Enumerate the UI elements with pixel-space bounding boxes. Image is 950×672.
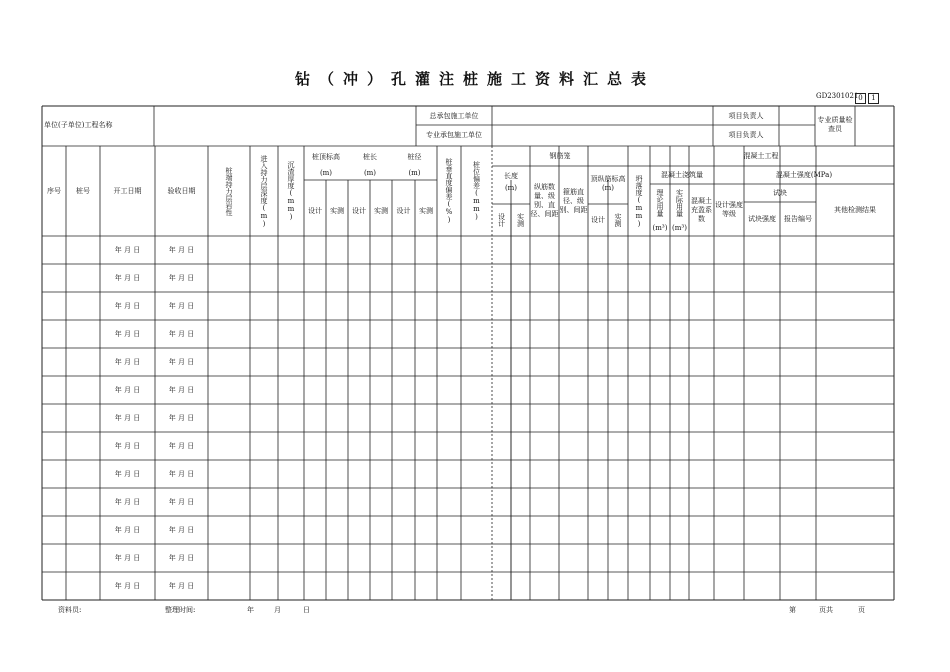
col-cage-design: 设计 <box>497 213 506 227</box>
col-cage-measured: 实测 <box>516 213 525 227</box>
col-report-no: 报告编号 <box>784 214 812 223</box>
acceptance-date-cell[interactable]: 年 月 日 <box>168 302 195 310</box>
acceptance-date-cell[interactable]: 年 月 日 <box>168 554 195 562</box>
acceptance-date-cell[interactable]: 年 月 日 <box>168 498 195 506</box>
col-theory-qty-unit: (m³) <box>652 224 668 232</box>
col-acceptance-date: 验收日期 <box>167 187 196 195</box>
acceptance-date-cell[interactable]: 年 月 日 <box>168 442 195 450</box>
start-date-cell[interactable]: 年 月 日 <box>114 582 141 590</box>
acceptance-date-cell[interactable]: 年 月 日 <box>168 526 195 534</box>
col-position-dev: 桩位偏差(mm) <box>472 161 481 221</box>
col-top-elev-measured: 实测 <box>330 207 344 215</box>
col-topbar-design: 设计 <box>591 216 605 224</box>
col-cage-length-unit: (m) <box>504 184 518 192</box>
col-length-measured: 实测 <box>374 207 388 215</box>
col-other-results: 其他检测结果 <box>834 206 876 214</box>
start-date-cell[interactable]: 年 月 日 <box>114 498 141 506</box>
col-specimen-strength: 试块强度 <box>748 214 776 223</box>
col-pile-length-unit: (m) <box>363 169 377 177</box>
col-pile-dia-unit: (m) <box>408 169 421 177</box>
form-code-box-2: 1 <box>868 93 879 104</box>
col-actual-qty-unit: (m³) <box>672 224 687 232</box>
start-date-cell[interactable]: 年 月 日 <box>114 554 141 562</box>
footer-month: 月 <box>274 606 281 614</box>
col-pile-dia: 桩径 <box>407 153 422 161</box>
col-design-grade: 设计强度等级 <box>715 201 743 218</box>
col-pile-no: 桩号 <box>76 187 90 195</box>
col-vertical-dev: 桩垂直度偏差(%) <box>445 158 453 224</box>
quality-inspector-label: 专业质量检查员 <box>817 116 853 133</box>
col-strength: 混凝土强度(MPa) <box>775 171 833 179</box>
col-theory-qty: 理论用量 <box>656 189 664 217</box>
col-concrete: 混凝土工程 <box>743 152 779 160</box>
start-date-cell[interactable]: 年 月 日 <box>114 302 141 310</box>
footer-day: 日 <box>303 606 310 614</box>
col-actual-qty: 实际用量 <box>675 189 684 217</box>
col-specimen: 试块 <box>773 189 787 197</box>
col-seq: 序号 <box>47 187 61 195</box>
col-top-elev-unit: (m) <box>319 169 333 177</box>
col-pour-qty: 混凝土浇筑量 <box>661 171 703 179</box>
project-manager-label-1: 项目负责人 <box>728 111 764 120</box>
form-code-box-1: 0 <box>855 93 866 104</box>
page-suffix: 页 <box>858 606 865 614</box>
col-fill-coef: 混凝土充盈系数 <box>691 196 712 223</box>
form-title: 钻（冲）孔灌注桩施工资料汇总表 <box>294 70 655 88</box>
col-cage-length: 长度 <box>504 172 518 180</box>
form-code: GD2301021 <box>816 92 859 100</box>
specialty-contractor-label: 专业承包施工单位 <box>426 130 482 139</box>
project-manager-label-2: 项目负责人 <box>728 130 764 139</box>
start-date-cell[interactable]: 年 月 日 <box>114 330 141 338</box>
col-main-bar: 纵筋数量、级别、直径、间距 <box>530 183 559 218</box>
acceptance-date-cell[interactable]: 年 月 日 <box>168 330 195 338</box>
col-pile-length: 桩长 <box>363 153 377 161</box>
start-date-cell[interactable]: 年 月 日 <box>114 358 141 366</box>
col-top-elev-design: 设计 <box>308 207 322 215</box>
start-date-cell[interactable]: 年 月 日 <box>114 470 141 478</box>
general-contractor-label: 总承包施工单位 <box>429 111 479 120</box>
col-dia-design: 设计 <box>396 207 411 215</box>
acceptance-date-cell[interactable]: 年 月 日 <box>168 246 195 254</box>
col-top-bar-elev: 顶纵筋标高(m) <box>590 175 626 192</box>
start-date-cell[interactable]: 年 月 日 <box>114 442 141 450</box>
acceptance-date-cell[interactable]: 年 月 日 <box>168 386 195 394</box>
col-cage: 钢筋笼 <box>549 152 571 160</box>
col-stirrup: 箍筋直径、级别、间距 <box>559 187 588 214</box>
col-slump: 坍落度(mm) <box>635 174 643 228</box>
col-length-design: 设计 <box>352 207 366 215</box>
start-date-cell[interactable]: 年 月 日 <box>114 386 141 394</box>
col-sediment: 沉渣厚度(mm) <box>287 161 295 221</box>
acceptance-date-cell[interactable]: 年 月 日 <box>168 582 195 590</box>
start-date-cell[interactable]: 年 月 日 <box>114 246 141 254</box>
col-start-date: 开工日期 <box>113 187 142 195</box>
col-topbar-measured: 实测 <box>614 213 622 227</box>
page-prefix: 第 <box>789 606 796 614</box>
footer-year: 年 <box>247 606 254 614</box>
col-dia-measured: 实测 <box>419 207 433 215</box>
start-date-cell[interactable]: 年 月 日 <box>114 526 141 534</box>
col-bearing-layer: 桩端持力层岩性 <box>225 166 233 216</box>
col-top-elev: 桩顶标高 <box>312 153 340 161</box>
project-name-label: 单位(子单位)工程名称 <box>44 121 113 129</box>
page-mid: 页共 <box>819 606 833 614</box>
col-embed-depth: 进入持力层深度(m) <box>260 154 268 228</box>
arrange-time-label: 整理时间: <box>165 606 196 614</box>
acceptance-date-cell[interactable]: 年 月 日 <box>168 358 195 366</box>
archivist-label: 资料员: <box>58 606 82 614</box>
acceptance-date-cell[interactable]: 年 月 日 <box>168 274 195 282</box>
acceptance-date-cell[interactable]: 年 月 日 <box>168 414 195 422</box>
start-date-cell[interactable]: 年 月 日 <box>114 414 141 422</box>
acceptance-date-cell[interactable]: 年 月 日 <box>168 470 195 478</box>
start-date-cell[interactable]: 年 月 日 <box>114 274 141 282</box>
